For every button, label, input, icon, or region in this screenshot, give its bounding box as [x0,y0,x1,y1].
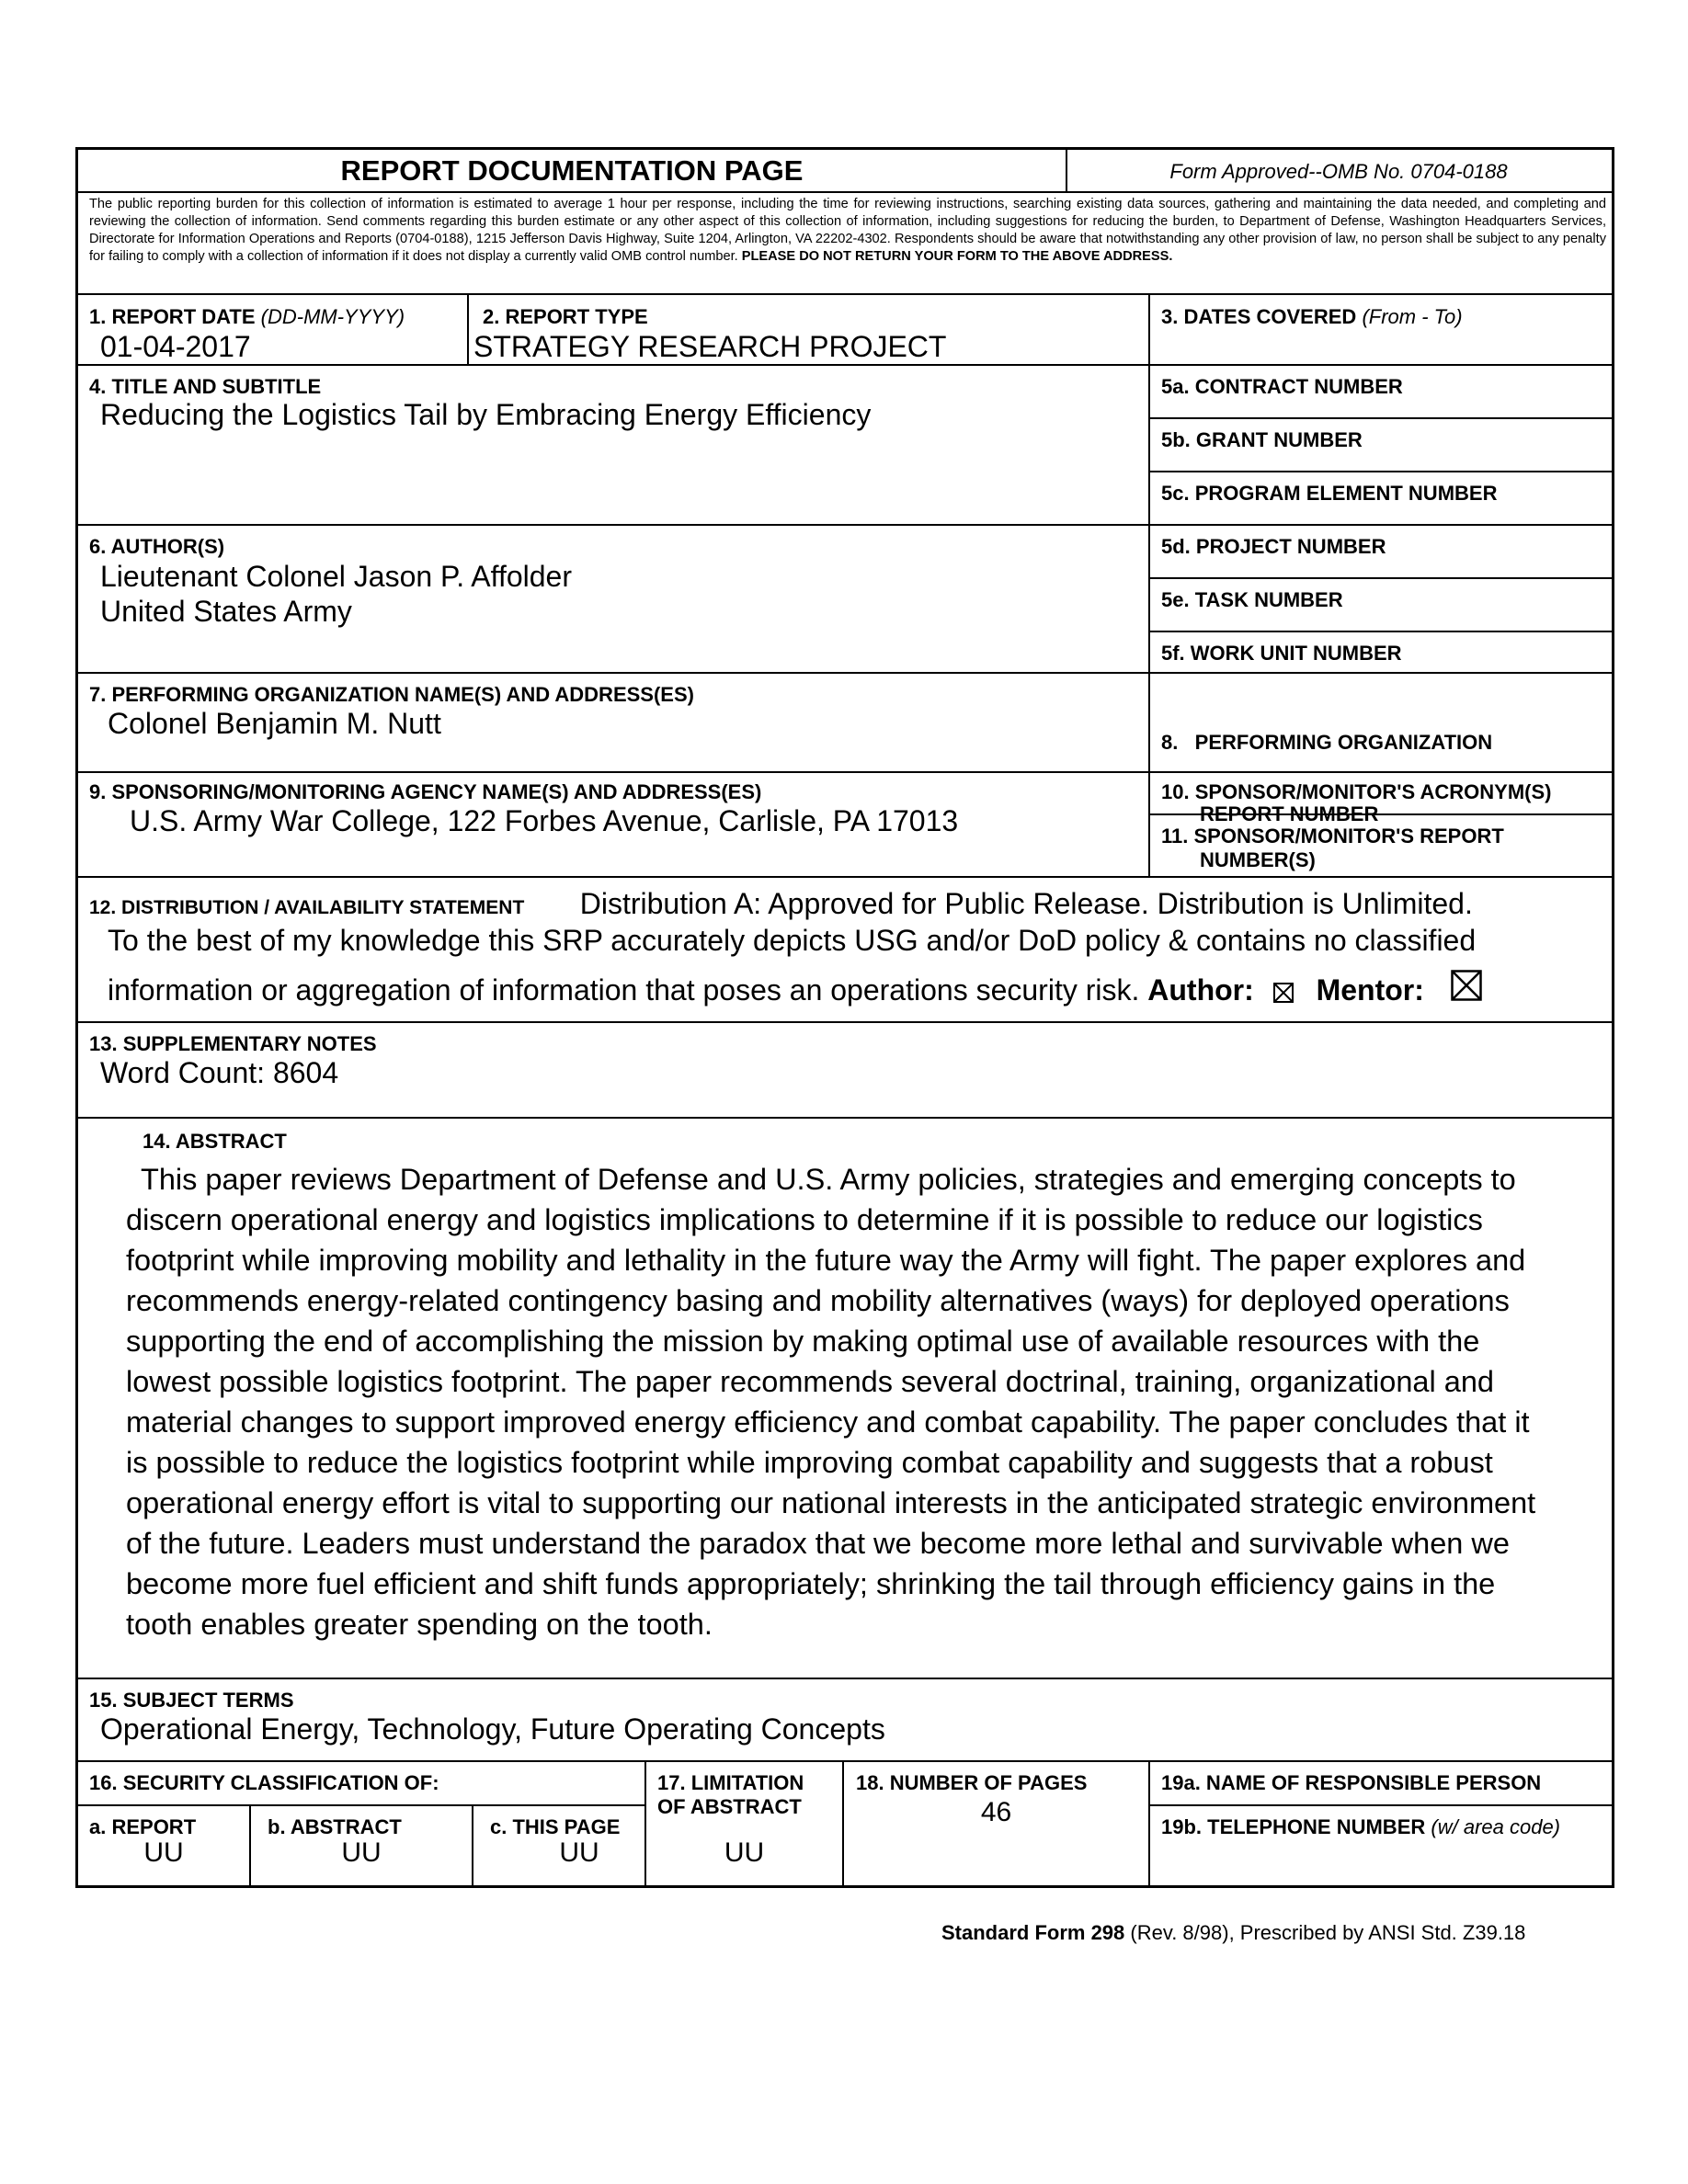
abstract-class-label: b. ABSTRACT [268,1815,402,1838]
abstract-text [126,1159,1560,1644]
abstract-line: material changes to support improved energy efficiency and combat capability. The paper concludes that it [126,1405,1530,1439]
abstract-line: is possible to reduce the logistics footprint while improving combat capability and suggests that a robust [126,1446,1493,1479]
abstract-line: This paper reviews Department of Defense and U.S. Army policies, strategies and emerging concepts to [141,1163,1516,1196]
page-class-label: c. THIS PAGE [490,1815,621,1838]
rule-16 [78,1804,646,1806]
limitation-label: 17. LIMITATION OF ABSTRACT [657,1771,804,1818]
rule-5e [1148,631,1612,632]
rule-19 [1148,1804,1612,1806]
security-classification-label: 16. SECURITY CLASSIFICATION OF: [89,1771,439,1794]
standard-form-revision: (Rev. 8/98), Prescribed by ANSI Std. Z39.18 [1124,1921,1526,1944]
telephone-label: 19b. TELEPHONE NUMBER (w/ area code) [1161,1815,1561,1838]
word-count: Word Count: 8604 [100,1056,339,1089]
report-date-value: 01-04-2017 [100,330,251,363]
rule-header [78,191,1612,193]
report-date-label: 1. REPORT DATE (DD-MM-YYYY) [89,305,405,328]
abstract-line: operational energy effort is vital to supporting our national interests in the anticipated strategic environment [126,1486,1536,1519]
form-title: REPORT DOCUMENTATION PAGE [340,154,804,187]
burden-warning: PLEASE DO NOT RETURN YOUR FORM TO THE ABOVE ADDRESS. [741,249,1173,264]
distribution-label: 12. DISTRIBUTION / AVAILABILITY STATEMENT [89,897,525,918]
rule-row6 [78,1021,1612,1023]
rule-row3 [78,672,1612,674]
report-class-label: a. REPORT [89,1815,197,1838]
report-date-hint: (DD-MM-YYYY) [260,305,405,328]
telephone-hint: (w/ area code) [1431,1815,1561,1838]
abstract-line: discern operational energy and logistics implications to determine if it is possible to reduce our logistics [126,1203,1483,1236]
burden-statement [89,196,1606,266]
rule-row2 [78,524,1612,526]
rule-row5 [78,876,1612,878]
checked-box-icon [1273,983,1294,1003]
rule-row7 [78,1117,1612,1119]
abstract-line: of the future. Leaders must understand the paradox that we become more lethal and survivable when we [126,1527,1510,1560]
dates-covered-label: 3. DATES COVERED (From - To) [1161,305,1463,328]
rule-burden [78,293,1612,295]
contract-number-label: 5a. CONTRACT NUMBER [1161,375,1403,398]
rule-row1 [78,364,1612,366]
burden-text: The public reporting burden for this collection of information is estimated to average 1 hour per response, including the time for reviewing instructions, searching existing data sources, gathering and maintaining the data needed, and completing and reviewing the collection of information. Send comments regarding this burden estimate or any other aspect of this collection of information, including suggestions for reducing the burden, to Department of Defense, Washington Headquarters Services, Directorate for Information Operations and Reports (0704-0188), 1215 Jefferson Davis Highway, Suite 1204, Arlington, VA 22202-4302. Respondents should be aware that notwithstanding any other provision of law, no person shall be subject to any penalty for failing to comply with a collection of information if it does not display a currently valid OMB control number. [89,197,1606,264]
title-label: 4. TITLE AND SUBTITLE [89,375,322,398]
omb-number: Form Approved--OMB No. 0704-0188 [1169,160,1508,183]
rule-row8 [78,1678,1612,1679]
performing-org-label: 7. PERFORMING ORGANIZATION NAME(S) AND ADDRESS(ES) [89,683,694,706]
distribution-risk-line: information or aggregation of information that poses an operations security risk. Author: Mentor: [108,973,1482,1008]
rule-row9 [78,1760,1612,1762]
limitation-value: UU [724,1837,765,1868]
form-footer [941,1921,1525,1945]
abstract-label: 14. ABSTRACT [143,1130,287,1153]
grant-number-label: 5b. GRANT NUMBER [1161,428,1363,451]
rule-5a [1148,417,1612,419]
rule-5b [1148,471,1612,472]
task-number-label: 5e. TASK NUMBER [1161,588,1343,611]
responsible-person-label: 19a. NAME OF RESPONSIBLE PERSON [1161,1771,1542,1794]
mentor-check-label: Mentor: [1316,973,1424,1007]
rule-5d [1148,577,1612,579]
abstract-line: become more fuel efficient and shift funds appropriately; shrinking the tail through efficiency gains in the [126,1567,1496,1600]
checked-box-icon [1451,970,1482,1001]
standard-form-name: Standard Form 298 [941,1921,1125,1944]
abstract-class-value: UU [341,1837,382,1868]
abstract-line: tooth enables greater spending on the tooth. [126,1608,713,1641]
distribution-statement: Distribution A: Approved for Public Release. Distribution is Unlimited. [579,887,1473,920]
abstract-line: recommends energy-related contingency basing and mobility alternatives (ways) for deployed operations [126,1284,1510,1317]
abstract-line: footprint while improving mobility and lethality in the future way the Army will fight. The paper explores and [126,1244,1526,1277]
report-class-value: UU [143,1837,184,1868]
mentor-checkbox[interactable] [1451,970,1482,1001]
project-number-label: 5d. PROJECT NUMBER [1161,535,1386,558]
report-documentation-form [75,147,1614,1888]
author-checkbox[interactable] [1273,983,1294,1003]
authors-label: 6. AUTHOR(S) [89,535,225,558]
abstract-line: supporting the end of accomplishing the mission by making optimal use of available resources with the [126,1325,1480,1358]
sponsoring-agency-value: U.S. Army War College, 122 Forbes Avenue, Carlisle, PA 17013 [130,804,959,837]
number-of-pages-value: 46 [980,1797,1012,1827]
rule-v-right [1148,294,1150,877]
subject-terms-value: Operational Energy, Technology, Future Operating Concepts [100,1712,885,1746]
author-affiliation: United States Army [100,595,352,628]
performing-report-label: 8. PERFORMING ORGANIZATION REPORT NUMBER [1161,731,1493,825]
monitor-report-label: 11. SPONSOR/MONITOR'S REPORT NUMBER(S) [1161,825,1504,871]
sponsor-acronym-label: 10. SPONSOR/MONITOR'S ACRONYM(S) [1161,780,1552,803]
work-unit-label: 5f. WORK UNIT NUMBER [1161,642,1402,665]
sponsoring-agency-label: 9. SPONSORING/MONITORING AGENCY NAME(S) AND ADDRESS(ES) [89,780,762,803]
performing-org-value: Colonel Benjamin M. Nutt [108,707,441,740]
program-element-label: 5c. PROGRAM ELEMENT NUMBER [1161,482,1498,505]
report-type-label: 2. REPORT TYPE [483,305,648,328]
title-value: Reducing the Logistics Tail by Embracing Energy Efficiency [100,398,872,431]
supplementary-label: 13. SUPPLEMENTARY NOTES [89,1032,377,1055]
rule-v-row1a [467,294,469,365]
author-name: Lieutenant Colonel Jason P. Affolder [100,560,572,593]
number-of-pages-label: 18. NUMBER OF PAGES [856,1771,1088,1794]
page-class-value: UU [559,1837,599,1868]
rule-v-19 [1148,1760,1150,1885]
dates-covered-hint: (From - To) [1362,305,1463,328]
abstract-line: lowest possible logistics footprint. The paper recommends several doctrinal, training, organizational and [126,1365,1494,1398]
distribution-policy-line: To the best of my knowledge this SRP accurately depicts USG and/or DoD policy & contains no classified [108,924,1477,957]
distribution-first-line [89,887,1473,921]
subject-terms-label: 15. SUBJECT TERMS [89,1689,294,1712]
report-type-value: STRATEGY RESEARCH PROJECT [473,330,947,363]
author-check-label: Author: [1147,973,1254,1007]
